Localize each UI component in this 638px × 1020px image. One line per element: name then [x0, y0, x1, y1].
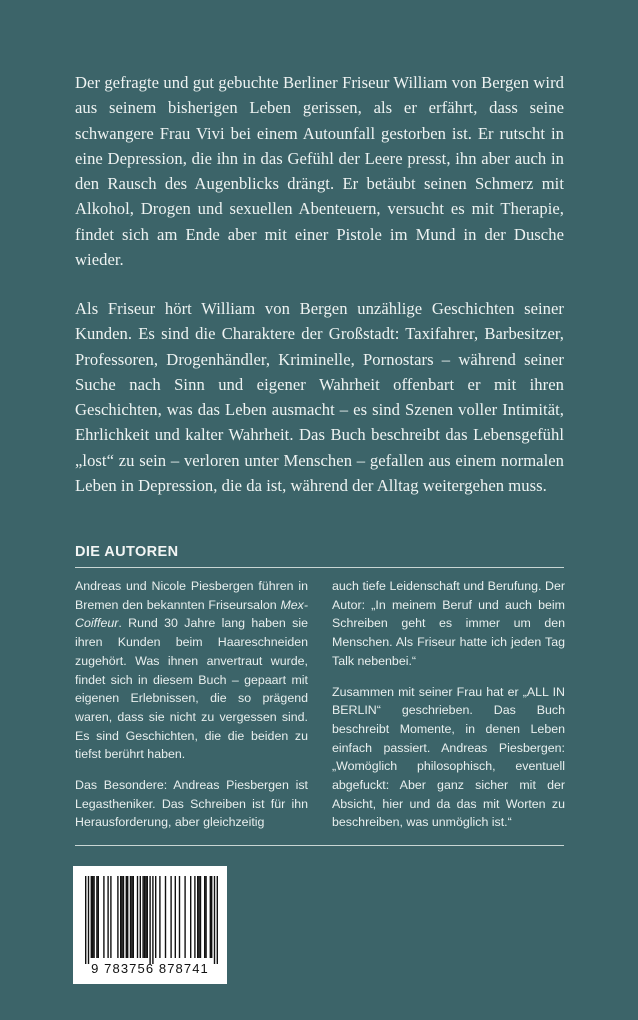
authors-right-paragraph-1: auch tiefe Leidenschaft und Berufung. Der Autor: „In meinem Beruf und auch beim Schreiben geht es immer um den Menschen. Als Friseur hatte ich jeden Tag Talk nebenbei.“: [332, 579, 565, 668]
barcode-bar: [137, 876, 138, 958]
barcode-bar: [85, 876, 86, 964]
authors-column-right: [332, 577, 565, 832]
barcode-bar: [110, 876, 111, 958]
barcode-bar: [127, 876, 128, 958]
authors-column-left: [75, 577, 308, 832]
barcode-bar: [159, 876, 160, 958]
barcode-bar: [198, 876, 199, 958]
barcode-bar: [117, 876, 118, 958]
authors-right-paragraph-2: Zusammen mit seiner Frau hat er „ALL IN BERLIN“ geschrieben. Das Buch beschreibt Momente, in denen Leben einfach passiert. Andreas Piesbergen: „Womöglich philosophisch, eventuell abgefuckt: Aber ganz sicher mit der Absicht, hier und da das mit Worten zu beschreiben, was unmöglich ist.“: [332, 684, 565, 830]
authors-left-paragraph-2: Das Besondere: Andreas Piesbergen ist Legastheniker. Das Schreiben ist für ihn Herausforderung, aber gleichzeitig: [75, 778, 308, 830]
isbn-digits: 9 783756 878741: [91, 961, 209, 976]
barcode-bar: [214, 876, 215, 964]
barcode-bar: [133, 876, 134, 958]
barcode-bar: [155, 876, 156, 958]
barcode-bar: [107, 876, 108, 958]
barcode-bar: [131, 876, 132, 958]
barcode-bar: [93, 876, 94, 958]
barcode-bar: [88, 876, 89, 964]
barcode-bar: [149, 876, 150, 964]
barcode-bar: [197, 876, 198, 958]
barcode-bar: [96, 876, 97, 958]
barcode-bar: [165, 876, 166, 958]
heading-divider: [75, 567, 564, 568]
barcode-bar: [170, 876, 171, 958]
barcode-bar: [91, 876, 92, 958]
barcode-bar: [152, 876, 153, 964]
authors-intro-text-continued: . Rund 30 Jahre lang haben sie ihren Kunden beim Haareschneiden zugehört. Was ihnen anvertraut wurde, findet sich in diesem Buch – gepaart mit eigenen Erlebnissen, die so prägend waren, dass sie nicht zu vergessen sind. Es sind Geschichten, die die beiden zu tiefst berührt haben.: [75, 616, 308, 762]
barcode-bar: [175, 876, 176, 958]
blurb-paragraph-1: Der gefragte und gut gebuchte Berliner Friseur William von Bergen wird aus seinem bisherigen Leben gerissen, als er erfährt, dass seine schwangere Frau Vivi bei einem Autounfall gestorben ist. Er rutscht in eine Depression, die ihn in das Gefühl der Leere presst, ihn aber auch in den Rausch des Augenblicks drängt. Er betäubt seinen Schmerz mit Alkohol, Drogen und sexuellen Abenteuern, versucht es mit Therapie, findet sich am Ende aber mit einer Pistole im Mund in der Dusche wieder.: [75, 73, 564, 270]
blurb-paragraph-2: Als Friseur hört William von Bergen unzählige Geschichten seiner Kunden. Es sind die Charaktere der Großstadt: Taxifahrer, Barbesitzer, Professoren, Drogenhändler, Kriminelle, Pornostars – während seiner Suche nach Sinn und eigener Wahrheit offenbart er mit ihren Geschichten, was das Leben ausmacht – es sind Szenen voller Intimität, Ehrlichkeit und kalter Wahrheit. Das Buch beschreibt das Lebensgefühl „lost“ zu sein – verloren unter Menschen – gefallen aus einem normalen Leben in Depression, die da ist, während der Alltag weitergehen muss.: [75, 299, 564, 496]
barcode-bar: [142, 876, 143, 958]
barcode-bar: [145, 876, 146, 958]
isbn-barcode: [73, 866, 227, 984]
barcode-bar: [126, 876, 127, 958]
barcode-bar: [140, 876, 141, 958]
barcode-bar: [210, 876, 211, 958]
salon-name: Mex-Coiffeur: [75, 597, 308, 631]
barcode-bar: [184, 876, 185, 958]
bottom-divider: [75, 845, 564, 846]
barcode-bar: [92, 876, 93, 958]
barcode-bar: [194, 876, 195, 958]
barcode-bar: [123, 876, 124, 958]
barcode-bar: [144, 876, 145, 958]
barcode-bar: [211, 876, 212, 958]
barcode-bar: [120, 876, 121, 958]
barcode-bar: [205, 876, 206, 958]
barcode-bar: [179, 876, 180, 958]
barcode-bar: [121, 876, 122, 958]
barcode-bar: [103, 876, 104, 958]
authors-left-paragraph-1: [75, 577, 308, 764]
authors-intro-text: Andreas und Nicole Piesbergen führen in Bremen den bekannten Friseursalon: [75, 579, 308, 612]
barcode-bar: [147, 876, 148, 958]
barcode-bar: [190, 876, 191, 958]
authors-heading: DIE AUTOREN: [75, 544, 179, 560]
barcode-bar: [204, 876, 205, 958]
barcode-bar: [217, 876, 218, 964]
barcode-bar: [98, 876, 99, 958]
barcode-bar: [130, 876, 131, 958]
barcode-bar: [200, 876, 201, 958]
